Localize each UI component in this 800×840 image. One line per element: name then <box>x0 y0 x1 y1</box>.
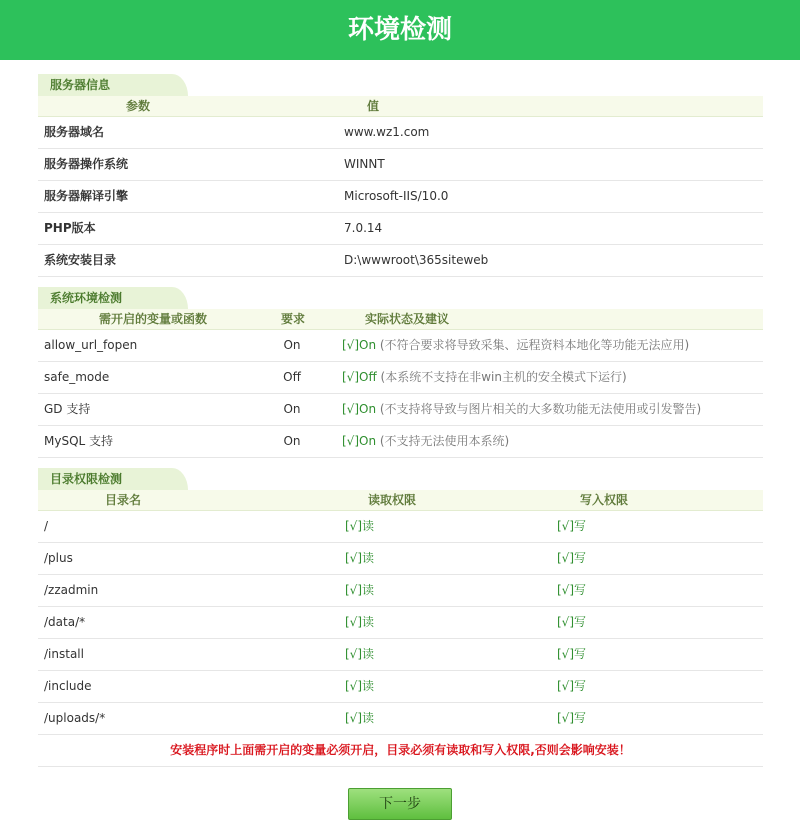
write-perm: [√]写 <box>557 679 587 693</box>
variable-name: allow_url_fopen <box>44 338 138 352</box>
status-note: (不支持将导致与图片相关的大多数功能无法使用或引发警告) <box>376 402 702 416</box>
dir-name: / <box>44 519 49 533</box>
column-header-required: 要求 <box>280 312 305 326</box>
read-perm: [√]读 <box>345 583 375 597</box>
table-row <box>38 117 763 149</box>
required-value: On <box>283 434 301 448</box>
read-perm: [√]读 <box>345 647 375 661</box>
required-value: Off <box>283 370 301 384</box>
write-perm: [√]写 <box>557 583 587 597</box>
server-info-tab-label: 服务器信息 <box>50 78 111 92</box>
content-area <box>38 74 763 767</box>
status-ok: [√]Off <box>342 370 377 384</box>
table-row <box>38 394 763 426</box>
status-cell <box>318 330 763 361</box>
param-name: 系统安装目录 <box>44 253 117 267</box>
env-check-section <box>38 287 763 458</box>
required-value: On <box>283 402 301 416</box>
dir-perm-section <box>38 468 763 767</box>
param-value: www.wz1.com <box>344 125 430 139</box>
write-perm: [√]写 <box>557 615 587 629</box>
env-check-header <box>38 309 763 330</box>
dir-name: /plus <box>44 551 73 565</box>
required-value: On <box>283 338 301 352</box>
env-check-tab <box>38 287 188 309</box>
dir-perm-tab <box>38 468 188 490</box>
button-area <box>0 788 800 820</box>
write-perm: [√]写 <box>557 711 587 725</box>
read-perm: [√]读 <box>345 711 375 725</box>
param-value: 7.0.14 <box>344 221 383 235</box>
dir-name: /include <box>44 679 92 693</box>
table-row <box>38 575 763 607</box>
variable-name: safe_mode <box>44 370 110 384</box>
table-row <box>38 181 763 213</box>
param-name: 服务器操作系统 <box>44 157 129 171</box>
param-name: 服务器解译引擎 <box>44 189 129 203</box>
dir-perm-tab-label: 目录权限检测 <box>50 472 123 486</box>
server-info-header <box>38 96 763 117</box>
env-check-tab-label: 系统环境检测 <box>50 291 123 305</box>
read-perm: [√]读 <box>345 615 375 629</box>
status-cell <box>318 394 763 425</box>
read-perm: [√]读 <box>345 679 375 693</box>
server-info-tab <box>38 74 188 96</box>
dir-name: /data/* <box>44 615 86 629</box>
write-perm: [√]写 <box>557 551 587 565</box>
table-row <box>38 671 763 703</box>
column-header-status: 实际状态及建议 <box>365 312 450 326</box>
table-row <box>38 149 763 181</box>
dir-name: /install <box>44 647 84 661</box>
column-header-value: 值 <box>367 99 380 113</box>
status-note: (不支持无法使用本系统) <box>376 434 510 448</box>
page-header <box>0 0 800 60</box>
table-row <box>38 213 763 245</box>
page-title: 环境检测 <box>347 15 452 45</box>
column-header-variable: 需开启的变量或函数 <box>98 312 207 326</box>
read-perm: [√]读 <box>345 519 375 533</box>
status-cell <box>318 426 763 457</box>
variable-name: MySQL 支持 <box>44 434 114 448</box>
write-perm: [√]写 <box>557 647 587 661</box>
dir-name: /zzadmin <box>44 583 99 597</box>
column-header-param: 参数 <box>125 99 150 113</box>
status-ok: [√]On <box>342 434 377 448</box>
param-name: PHP版本 <box>44 221 96 235</box>
dir-perm-header <box>38 490 763 511</box>
variable-name: GD 支持 <box>44 402 91 416</box>
status-ok: [√]On <box>342 402 377 416</box>
table-row <box>38 426 763 458</box>
status-note: (本系统不支持在非win主机的安全模式下运行) <box>376 370 627 384</box>
table-row <box>38 639 763 671</box>
dir-name: /uploads/* <box>44 711 106 725</box>
table-row <box>38 543 763 575</box>
column-header-dir: 目录名 <box>104 493 141 507</box>
column-header-read: 读取权限 <box>368 493 417 507</box>
status-cell <box>318 362 763 393</box>
status-ok: [√]On <box>342 338 377 352</box>
status-note: (不符合要求将导致采集、远程资料本地化等功能无法应用) <box>376 338 690 352</box>
install-warning: 安装程序时上面需开启的变量必须开启，目录必须有读取和写入权限,否则会影响安装！ <box>38 735 763 767</box>
write-perm: [√]写 <box>557 519 587 533</box>
table-row <box>38 245 763 277</box>
param-value: D:\wwwroot\365siteweb <box>344 253 489 267</box>
table-row <box>38 703 763 735</box>
read-perm: [√]读 <box>345 551 375 565</box>
table-row <box>38 607 763 639</box>
param-value: WINNT <box>344 157 385 171</box>
param-value: Microsoft-IIS/10.0 <box>344 189 449 203</box>
table-row <box>38 511 763 543</box>
next-button[interactable]: 下一步 <box>348 788 452 820</box>
table-row <box>38 330 763 362</box>
table-row <box>38 362 763 394</box>
column-header-write: 写入权限 <box>580 493 629 507</box>
server-info-section <box>38 74 763 277</box>
param-name: 服务器域名 <box>44 125 105 139</box>
